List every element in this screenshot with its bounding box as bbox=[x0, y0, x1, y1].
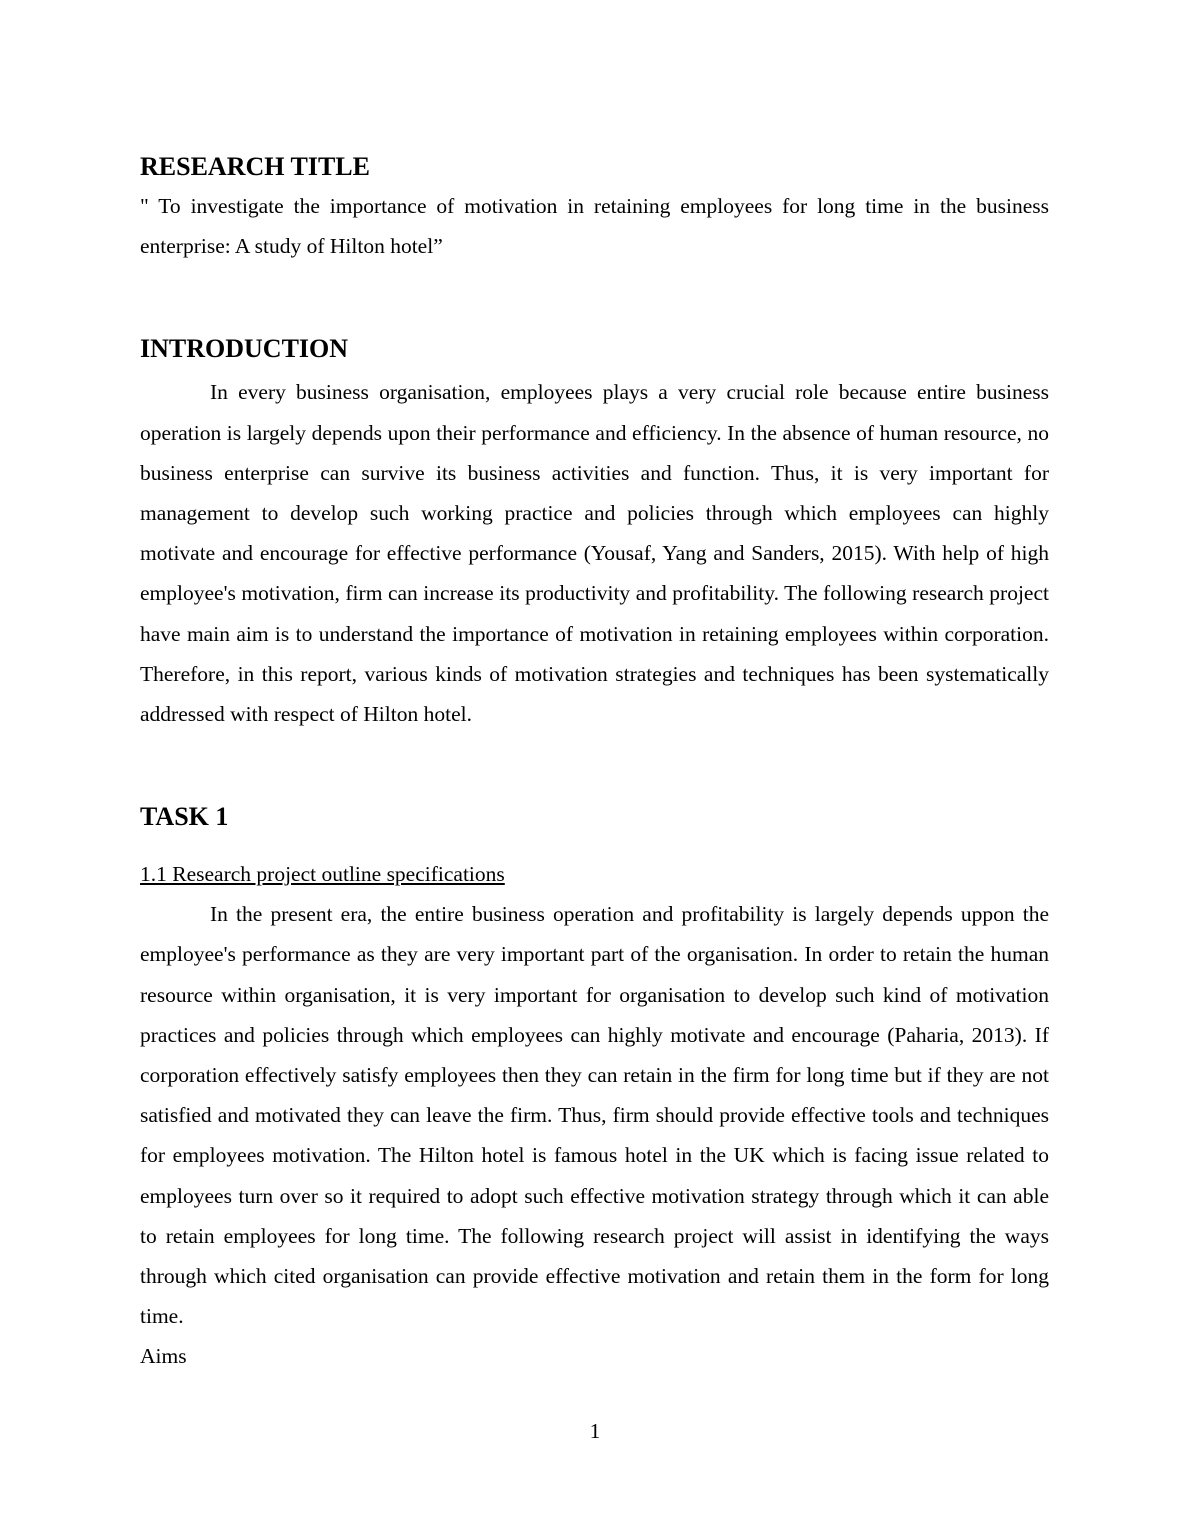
page-content bbox=[140, 148, 1049, 1377]
task-1-heading: TASK 1 bbox=[140, 802, 229, 832]
aims-label: Aims bbox=[140, 1344, 187, 1369]
page-number: 1 bbox=[589, 1419, 601, 1443]
subsection-heading-1-1: 1.1 Research project outline specifications bbox=[140, 862, 505, 887]
subsection-paragraph: In the present era, the entire business operation and profitability is largely depends uppon the employee's performance as they are very important part of the organisation. In order to retain the human resource within organisation, it is very important for organisation to develop such kind of motivation practices and policies through which employees can highly motivate and encourage (Paharia, 2013). If corporation effectively satisfy employees then they can retain in the firm for long time but if they are not satisfied and motivated they can leave the firm. Thus, firm should provide effective tools and techniques for employees motivation. The Hilton hotel is famous hotel in the UK which is facing issue related to employees turn over so it required to adopt such effective motivation strategy through which it can able to retain employees for long time. The following research project will assist in identifying the ways through which cited organisation can provide effective motivation and retain them in the form for long time. bbox=[140, 902, 1049, 1329]
research-title-heading: RESEARCH TITLE bbox=[140, 152, 370, 181]
introduction-paragraph: In every business organisation, employees plays a very crucial role because entire business operation is largely depends upon their performance and efficiency. In the absence of human resource, no business enterprise can survive its business activities and function. Thus, it is very important for management to develop such working practice and policies through which employees can highly motivate and encourage for effective performance (Yousaf, Yang and Sanders, 2015). With help of high employee's motivation, firm can increase its productivity and profitability. The following research project have main aim is to understand the importance of motivation in retaining employees within corporation. Therefore, in this report, various kinds of motivation strategies and techniques has been systematically addressed with respect of Hilton hotel. bbox=[140, 380, 1049, 727]
introduction-heading: INTRODUCTION bbox=[140, 334, 349, 364]
research-title-text: " To investigate the importance of motivation in retaining employees for long time in the business enterprise: A study of Hilton hotel” bbox=[140, 194, 1049, 259]
